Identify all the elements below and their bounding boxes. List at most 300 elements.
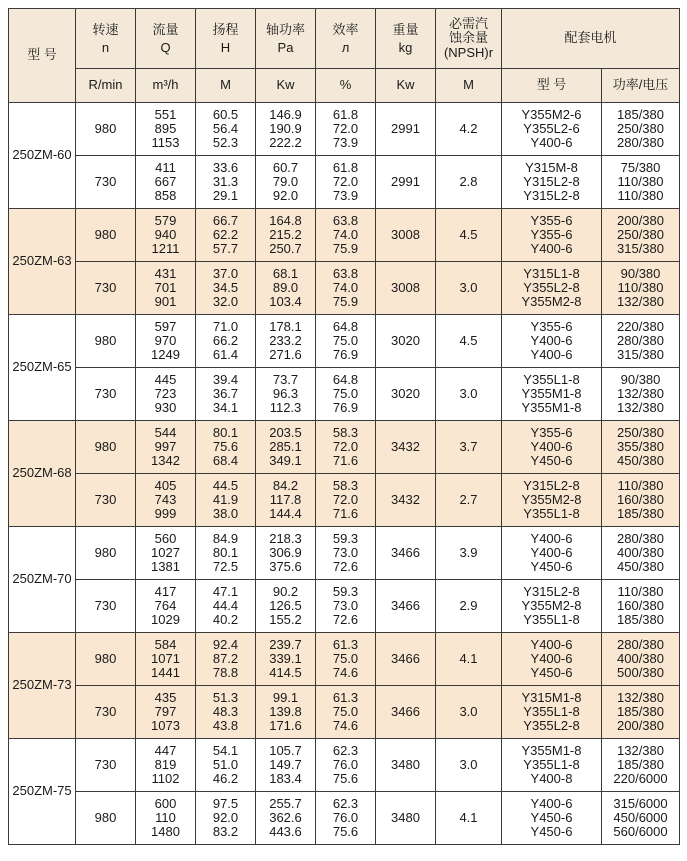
shaft-power-cell-line: 250.7: [269, 241, 302, 257]
unit-npsh: M: [436, 69, 502, 103]
pump-model-cell: 250ZM-68: [9, 421, 76, 527]
speed-cell: 980: [76, 209, 136, 262]
shaft-power-cell: [256, 633, 316, 686]
flow-cell-line: 417: [154, 583, 177, 599]
head-cell-line: 87.2: [212, 650, 239, 666]
shaft-power-cell-line: 84.2: [272, 477, 299, 493]
head-cell-line: 41.9: [212, 491, 239, 507]
flow-cell: [136, 103, 196, 156]
flow-cell-line: 600: [154, 795, 177, 811]
header-shaft-power: 轴功率 Pa: [256, 9, 316, 69]
motor-power-cell: [602, 633, 680, 686]
shaft-power-cell: [256, 686, 316, 739]
shaft-power-cell-line: 239.7: [269, 636, 302, 652]
motor-model-cell-line: Y355-6: [530, 212, 573, 228]
table-row: [9, 686, 680, 739]
flow-cell-line: 1342: [151, 453, 180, 469]
shaft-power-cell-line: 222.2: [269, 135, 302, 151]
weight-cell: 3020: [376, 368, 436, 421]
head-cell: [196, 580, 256, 633]
motor-power-cell-line: 560/6000: [613, 824, 668, 840]
head-cell: [196, 103, 256, 156]
motor-model-cell-line: Y355L2-6: [523, 120, 580, 136]
head-cell: [196, 686, 256, 739]
head-cell: [196, 633, 256, 686]
flow-cell: [136, 580, 196, 633]
table-body: [9, 103, 680, 845]
motor-model-cell-line: Y315L2-8: [523, 188, 580, 204]
shaft-power-cell: [256, 580, 316, 633]
speed-cell: 980: [76, 315, 136, 368]
flow-cell: [136, 156, 196, 209]
speed-cell: 730: [76, 580, 136, 633]
motor-model-cell-line: Y400-6: [530, 347, 573, 363]
motor-power-cell-line: 250/380: [617, 226, 664, 242]
flow-cell: [136, 315, 196, 368]
flow-cell-line: 1073: [151, 718, 180, 734]
motor-model-cell-line: Y355-6: [530, 318, 573, 334]
head-cell-line: 39.4: [212, 371, 239, 387]
efficiency-cell-line: 72.0: [332, 120, 359, 136]
head-cell-line: 75.6: [212, 438, 239, 454]
motor-power-cell: [602, 262, 680, 315]
table-row: [9, 209, 680, 262]
head-cell-line: 48.3: [212, 703, 239, 719]
header-weight: 重量 kg: [376, 9, 436, 69]
motor-power-cell-line: 110/380: [617, 477, 664, 493]
efficiency-cell: [316, 792, 376, 845]
pump-model-cell: 250ZM-75: [9, 739, 76, 845]
shaft-power-cell: [256, 209, 316, 262]
head-cell-line: 60.5: [212, 106, 239, 122]
efficiency-cell: [316, 474, 376, 527]
shaft-power-cell-line: 90.2: [272, 583, 299, 599]
motor-power-cell: [602, 368, 680, 421]
header-speed: 转速 n: [76, 9, 136, 69]
shaft-power-cell-line: 233.2: [269, 332, 302, 348]
motor-power-cell-line: 220/6000: [613, 771, 668, 787]
npsh-cell: 4.5: [436, 315, 502, 368]
shaft-power-cell: [256, 792, 316, 845]
motor-model-cell-line: Y400-6: [530, 650, 573, 666]
head-cell-line: 71.0: [212, 318, 239, 334]
shaft-power-cell-line: 183.4: [269, 771, 302, 787]
motor-model-cell-line: Y315L2-8: [523, 173, 580, 189]
speed-cell: 730: [76, 262, 136, 315]
motor-model-cell: [502, 739, 602, 792]
unit-efficiency: %: [316, 69, 376, 103]
motor-model-cell-line: Y355M2-6: [521, 106, 582, 122]
efficiency-cell-line: 75.0: [332, 650, 359, 666]
motor-model-cell-line: Y450-6: [530, 453, 573, 469]
npsh-cell: 2.7: [436, 474, 502, 527]
motor-model-cell: [502, 792, 602, 845]
motor-power-cell-line: 280/380: [617, 332, 664, 348]
flow-cell-line: 1029: [151, 612, 180, 628]
motor-power-cell-line: 132/380: [617, 294, 664, 310]
npsh-cell: 4.1: [436, 633, 502, 686]
motor-model-cell-line: Y355M1-8: [521, 742, 582, 758]
head-cell: [196, 739, 256, 792]
table-row: [9, 474, 680, 527]
weight-cell: 3480: [376, 739, 436, 792]
shaft-power-cell-line: 339.1: [269, 650, 302, 666]
motor-power-cell: [602, 686, 680, 739]
shaft-power-cell: [256, 474, 316, 527]
flow-cell-line: 1381: [151, 559, 180, 575]
efficiency-cell-line: 58.3: [332, 424, 359, 440]
motor-power-cell-line: 500/380: [617, 665, 664, 681]
efficiency-cell-line: 64.8: [332, 318, 359, 334]
motor-model-cell-line: Y355L1-8: [523, 756, 580, 772]
shaft-power-cell-line: 215.2: [269, 226, 302, 242]
flow-cell-line: 743: [154, 491, 177, 507]
motor-model-cell-line: Y355L2-8: [523, 718, 580, 734]
motor-model-cell-line: Y400-6: [530, 135, 573, 151]
motor-power-cell-line: 90/380: [620, 371, 661, 387]
head-cell-line: 31.3: [212, 173, 239, 189]
motor-model-cell: [502, 474, 602, 527]
motor-power-cell-line: 110/380: [617, 279, 664, 295]
pump-model-cell: 250ZM-63: [9, 209, 76, 315]
head-cell: [196, 527, 256, 580]
npsh-cell: 2.8: [436, 156, 502, 209]
npsh-cell: 3.7: [436, 421, 502, 474]
unit-weight: Kw: [376, 69, 436, 103]
flow-cell: [136, 474, 196, 527]
motor-model-cell-line: Y450-6: [530, 559, 573, 575]
head-cell-line: 44.5: [212, 477, 239, 493]
unit-speed: R/min: [76, 69, 136, 103]
shaft-power-cell-line: 117.8: [269, 491, 302, 507]
shaft-power-cell-line: 285.1: [269, 438, 302, 454]
motor-model-cell-line: Y355M2-8: [521, 597, 582, 613]
motor-model-cell: [502, 368, 602, 421]
head-cell-line: 32.0: [212, 294, 239, 310]
head-cell-line: 92.0: [212, 809, 239, 825]
spec-table-frame: [8, 8, 680, 845]
motor-model-cell-line: Y400-6: [530, 438, 573, 454]
efficiency-cell-line: 74.0: [332, 226, 359, 242]
efficiency-cell-line: 72.0: [332, 438, 359, 454]
motor-model-cell-line: Y400-8: [530, 771, 573, 787]
motor-power-cell-line: 450/6000: [613, 809, 668, 825]
motor-model-cell: [502, 156, 602, 209]
motor-power-cell-line: 110/380: [617, 173, 664, 189]
efficiency-cell-line: 74.6: [332, 665, 359, 681]
pump-model-cell: 250ZM-65: [9, 315, 76, 421]
efficiency-cell-line: 75.0: [332, 385, 359, 401]
motor-model-cell-line: Y355M1-8: [521, 400, 582, 416]
shaft-power-cell: [256, 421, 316, 474]
flow-cell-line: 431: [154, 265, 177, 281]
shaft-power-cell-line: 73.7: [272, 371, 299, 387]
shaft-power-cell: [256, 527, 316, 580]
efficiency-cell-line: 58.3: [332, 477, 359, 493]
head-cell-line: 47.1: [212, 583, 239, 599]
flow-cell-line: 411: [155, 159, 176, 175]
header-head: 扬程 H: [196, 9, 256, 69]
flow-cell-line: 970: [154, 332, 177, 348]
flow-cell-line: 1249: [151, 347, 180, 363]
head-cell-line: 51.3: [212, 689, 239, 705]
header-motor-model: 型 号: [502, 69, 602, 103]
efficiency-cell: [316, 686, 376, 739]
motor-power-cell-line: 355/380: [617, 438, 664, 454]
shaft-power-cell-line: 89.0: [272, 279, 299, 295]
motor-power-cell-line: 220/380: [617, 318, 664, 334]
table-row: [9, 421, 680, 474]
flow-cell-line: 445: [154, 371, 177, 387]
speed-cell: 730: [76, 739, 136, 792]
shaft-power-cell-line: 164.8: [269, 212, 302, 228]
motor-power-cell-line: 185/380: [617, 703, 664, 719]
motor-power-cell-line: 450/380: [617, 453, 664, 469]
flow-cell-line: 895: [154, 120, 177, 136]
motor-model-cell-line: Y355L1-8: [523, 371, 580, 387]
motor-model-cell-line: Y355M1-8: [521, 385, 582, 401]
npsh-cell: 2.9: [436, 580, 502, 633]
head-cell-line: 43.8: [212, 718, 239, 734]
efficiency-cell: [316, 103, 376, 156]
head-cell-line: 34.1: [212, 400, 239, 416]
head-cell-line: 29.1: [212, 188, 239, 204]
efficiency-cell-line: 76.9: [332, 400, 359, 416]
motor-power-cell-line: 315/6000: [613, 795, 668, 811]
motor-model-cell-line: Y315L1-8: [523, 265, 580, 281]
efficiency-cell-line: 73.0: [332, 597, 359, 613]
shaft-power-cell-line: 144.4: [269, 506, 302, 522]
flow-cell: [136, 739, 196, 792]
shaft-power-cell-line: 375.6: [269, 559, 302, 575]
head-cell-line: 66.7: [212, 212, 239, 228]
motor-power-cell: [602, 421, 680, 474]
head-cell-line: 92.4: [212, 636, 239, 652]
npsh-cell: 3.0: [436, 262, 502, 315]
table-row: [9, 633, 680, 686]
weight-cell: 3480: [376, 792, 436, 845]
head-cell-line: 52.3: [212, 135, 239, 151]
speed-cell: 980: [76, 633, 136, 686]
motor-power-cell-line: 110/380: [617, 188, 664, 204]
efficiency-cell: [316, 315, 376, 368]
npsh-cell: 3.0: [436, 739, 502, 792]
motor-model-cell: [502, 262, 602, 315]
shaft-power-cell-line: 171.6: [269, 718, 302, 734]
pump-model-cell: 250ZM-60: [9, 103, 76, 209]
motor-model-cell-line: Y355-6: [530, 424, 573, 440]
head-cell-line: 80.1: [212, 544, 239, 560]
shaft-power-cell-line: 178.1: [269, 318, 302, 334]
header-flow: 流量 Q: [136, 9, 196, 69]
head-cell-line: 51.0: [212, 756, 239, 772]
efficiency-cell: [316, 209, 376, 262]
efficiency-cell: [316, 156, 376, 209]
weight-cell: 3008: [376, 262, 436, 315]
efficiency-cell-line: 64.8: [332, 371, 359, 387]
shaft-power-cell: [256, 103, 316, 156]
efficiency-cell-line: 61.8: [332, 106, 359, 122]
efficiency-cell-line: 59.3: [332, 530, 359, 546]
motor-power-cell-line: 132/380: [617, 385, 664, 401]
motor-model-cell: [502, 421, 602, 474]
head-cell-line: 80.1: [212, 424, 239, 440]
flow-cell: [136, 262, 196, 315]
motor-model-cell-line: Y315L2-8: [523, 477, 580, 493]
motor-model-cell-line: Y400-6: [530, 332, 573, 348]
motor-power-cell-line: 450/380: [617, 559, 664, 575]
motor-model-cell-line: Y355-6: [530, 226, 573, 242]
flow-cell: [136, 209, 196, 262]
flow-cell-line: 1153: [151, 135, 180, 151]
head-cell: [196, 156, 256, 209]
motor-model-cell-line: Y355M2-8: [521, 491, 582, 507]
motor-power-cell-line: 90/380: [620, 265, 661, 281]
shaft-power-cell-line: 126.5: [269, 597, 302, 613]
motor-model-cell: [502, 580, 602, 633]
speed-cell: 980: [76, 421, 136, 474]
weight-cell: 3432: [376, 421, 436, 474]
weight-cell: 3466: [376, 580, 436, 633]
head-cell-line: 33.6: [212, 159, 239, 175]
flow-cell-line: 819: [154, 756, 177, 772]
motor-power-cell-line: 200/380: [617, 212, 664, 228]
efficiency-cell-line: 72.0: [332, 173, 359, 189]
flow-cell-line: 1211: [151, 241, 180, 257]
shaft-power-cell-line: 349.1: [269, 453, 302, 469]
speed-cell: 730: [76, 686, 136, 739]
head-cell-line: 56.4: [212, 120, 239, 136]
speed-cell: 730: [76, 156, 136, 209]
flow-cell-line: 858: [154, 188, 177, 204]
efficiency-cell-line: 61.8: [332, 159, 359, 175]
head-cell-line: 83.2: [212, 824, 239, 840]
efficiency-cell: [316, 368, 376, 421]
head-cell-line: 57.7: [212, 241, 239, 257]
shaft-power-cell-line: 443.6: [269, 824, 302, 840]
motor-model-cell-line: Y450-6: [530, 809, 573, 825]
head-cell-line: 78.8: [212, 665, 239, 681]
efficiency-cell-line: 62.3: [332, 742, 359, 758]
efficiency-cell-line: 73.9: [332, 188, 359, 204]
speed-cell: 730: [76, 368, 136, 421]
shaft-power-cell-line: 414.5: [269, 665, 302, 681]
head-cell-line: 61.4: [212, 347, 239, 363]
table-row: [9, 156, 680, 209]
weight-cell: 3008: [376, 209, 436, 262]
motor-power-cell-line: 185/380: [617, 106, 664, 122]
efficiency-cell-line: 73.0: [332, 544, 359, 560]
head-cell: [196, 474, 256, 527]
shaft-power-cell-line: 146.9: [269, 106, 302, 122]
efficiency-cell-line: 72.6: [332, 559, 359, 575]
flow-cell: [136, 633, 196, 686]
shaft-power-cell-line: 112.3: [269, 400, 302, 416]
npsh-cell: 4.5: [436, 209, 502, 262]
flow-cell-line: 1071: [151, 650, 180, 666]
flow-cell-line: 1102: [151, 771, 180, 787]
efficiency-cell: [316, 262, 376, 315]
efficiency-cell-line: 62.3: [332, 795, 359, 811]
shaft-power-cell-line: 218.3: [269, 530, 302, 546]
motor-model-cell-line: Y400-6: [530, 530, 573, 546]
motor-power-cell-line: 132/380: [617, 689, 664, 705]
npsh-cell: 3.0: [436, 368, 502, 421]
head-cell-line: 62.2: [212, 226, 239, 242]
npsh-cell: 4.2: [436, 103, 502, 156]
shaft-power-cell-line: 203.5: [269, 424, 302, 440]
npsh-cell: 4.1: [436, 792, 502, 845]
pump-spec-table: [8, 8, 680, 845]
flow-cell: [136, 686, 196, 739]
npsh-cell: 3.0: [436, 686, 502, 739]
flow-cell: [136, 527, 196, 580]
weight-cell: 3466: [376, 633, 436, 686]
motor-model-cell-line: Y400-6: [530, 636, 573, 652]
efficiency-cell-line: 75.9: [332, 241, 359, 257]
efficiency-cell-line: 71.6: [332, 506, 359, 522]
flow-cell-line: 667: [154, 173, 177, 189]
weight-cell: 3466: [376, 686, 436, 739]
efficiency-cell-line: 72.0: [332, 491, 359, 507]
motor-model-cell-line: Y400-6: [530, 544, 573, 560]
efficiency-cell: [316, 633, 376, 686]
shaft-power-cell-line: 271.6: [269, 347, 302, 363]
flow-cell-line: 435: [154, 689, 177, 705]
efficiency-cell: [316, 739, 376, 792]
table-row: [9, 262, 680, 315]
motor-model-cell: [502, 103, 602, 156]
speed-cell: 980: [76, 103, 136, 156]
head-cell-line: 97.5: [212, 795, 239, 811]
efficiency-cell-line: 71.6: [332, 453, 359, 469]
head-cell: [196, 792, 256, 845]
shaft-power-cell-line: 139.8: [269, 703, 302, 719]
flow-cell-line: 764: [154, 597, 177, 613]
efficiency-cell-line: 74.6: [332, 718, 359, 734]
flow-cell-line: 701: [154, 279, 177, 295]
efficiency-cell-line: 75.0: [332, 332, 359, 348]
shaft-power-cell-line: 68.1: [272, 265, 299, 281]
motor-model-cell-line: Y400-6: [530, 795, 573, 811]
motor-power-cell: [602, 527, 680, 580]
motor-power-cell-line: 160/380: [617, 491, 664, 507]
flow-cell-line: 1027: [151, 544, 180, 560]
speed-cell: 730: [76, 474, 136, 527]
shaft-power-cell: [256, 156, 316, 209]
header-motor: 配套电机: [502, 9, 680, 69]
shaft-power-cell: [256, 368, 316, 421]
head-cell-line: 44.4: [212, 597, 239, 613]
table-row: [9, 315, 680, 368]
flow-cell-line: 560: [154, 530, 177, 546]
shaft-power-cell-line: 60.7: [272, 159, 299, 175]
head-cell-line: 54.1: [212, 742, 239, 758]
efficiency-cell-line: 72.6: [332, 612, 359, 628]
flow-cell-line: 544: [154, 424, 177, 440]
flow-cell-line: 405: [154, 477, 177, 493]
table-row: [9, 103, 680, 156]
motor-model-cell: [502, 315, 602, 368]
motor-model-cell: [502, 686, 602, 739]
weight-cell: 3432: [376, 474, 436, 527]
flow-cell: [136, 368, 196, 421]
efficiency-cell-line: 76.0: [332, 809, 359, 825]
head-cell-line: 36.7: [212, 385, 239, 401]
motor-power-cell: [602, 103, 680, 156]
head-cell-line: 40.2: [212, 612, 239, 628]
efficiency-cell-line: 76.9: [332, 347, 359, 363]
